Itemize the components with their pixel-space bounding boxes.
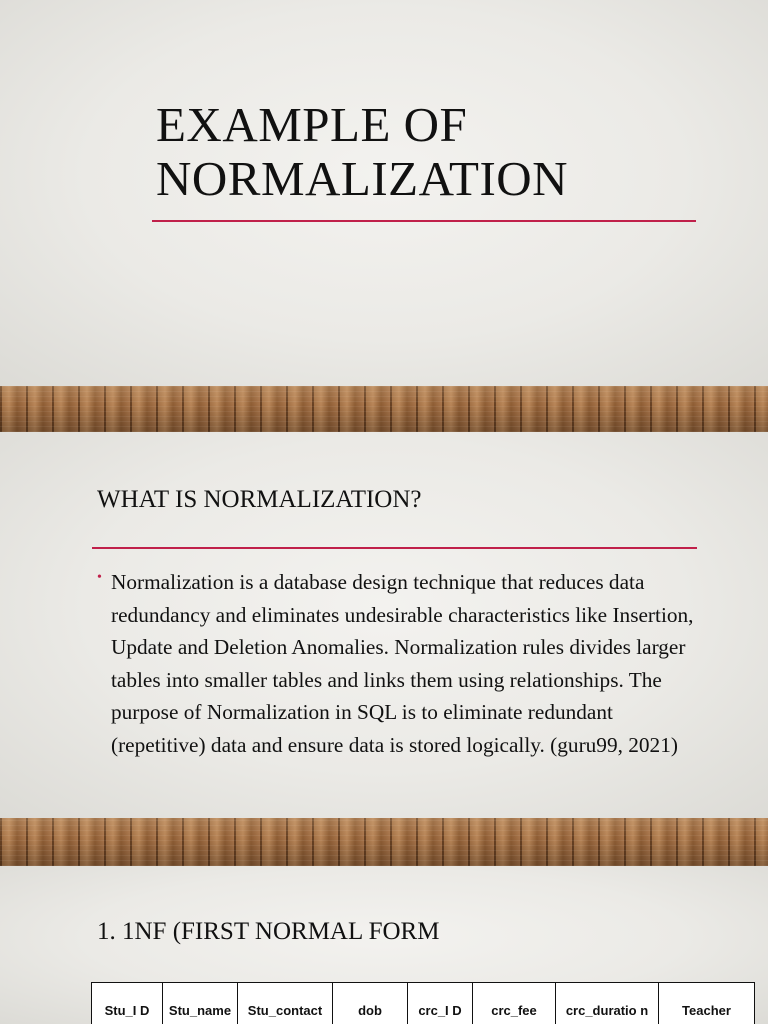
1nf-table xyxy=(91,982,755,1024)
slide-heading: WHAT IS NORMALIZATION? xyxy=(97,486,422,513)
column-header: Teacher xyxy=(659,983,755,1024)
column-header: dob xyxy=(333,983,408,1024)
heading-divider xyxy=(92,547,697,549)
bullet-text: Normalization is a database design technique that reduces data redundancy and eliminates undesirable characteristics like Insertion, Update and Deletion Anomalies. Normalization rules divides larger tables into smaller tables and links them using relationships. The purpose of Normalization in SQL is to eliminate redundant (repetitive) data and ensure data is stored logically. (guru99, 2021) xyxy=(111,570,694,757)
slide-what-is-normalization xyxy=(0,432,768,818)
slide-heading: 1. 1NF (FIRST NORMAL FORM xyxy=(97,918,440,945)
title-line-1: EXAMPLE OF xyxy=(156,97,468,152)
slide-title xyxy=(0,0,768,386)
table-header-row xyxy=(92,983,755,1024)
column-header: Stu_name xyxy=(163,983,238,1024)
title-line-2: NORMALIZATION xyxy=(156,151,569,206)
bullet-icon: • xyxy=(97,570,102,585)
bullet-item xyxy=(97,566,697,762)
slide-title-heading xyxy=(156,98,568,206)
slide-1nf xyxy=(0,866,768,1024)
column-header: crc_fee xyxy=(473,983,556,1024)
wood-floor-divider xyxy=(0,818,768,866)
column-header: Stu_contact xyxy=(238,983,333,1024)
title-divider xyxy=(152,220,696,222)
column-header: crc_duratio n xyxy=(556,983,659,1024)
wood-floor-divider xyxy=(0,386,768,432)
column-header: Stu_I D xyxy=(92,983,163,1024)
column-header: crc_I D xyxy=(408,983,473,1024)
